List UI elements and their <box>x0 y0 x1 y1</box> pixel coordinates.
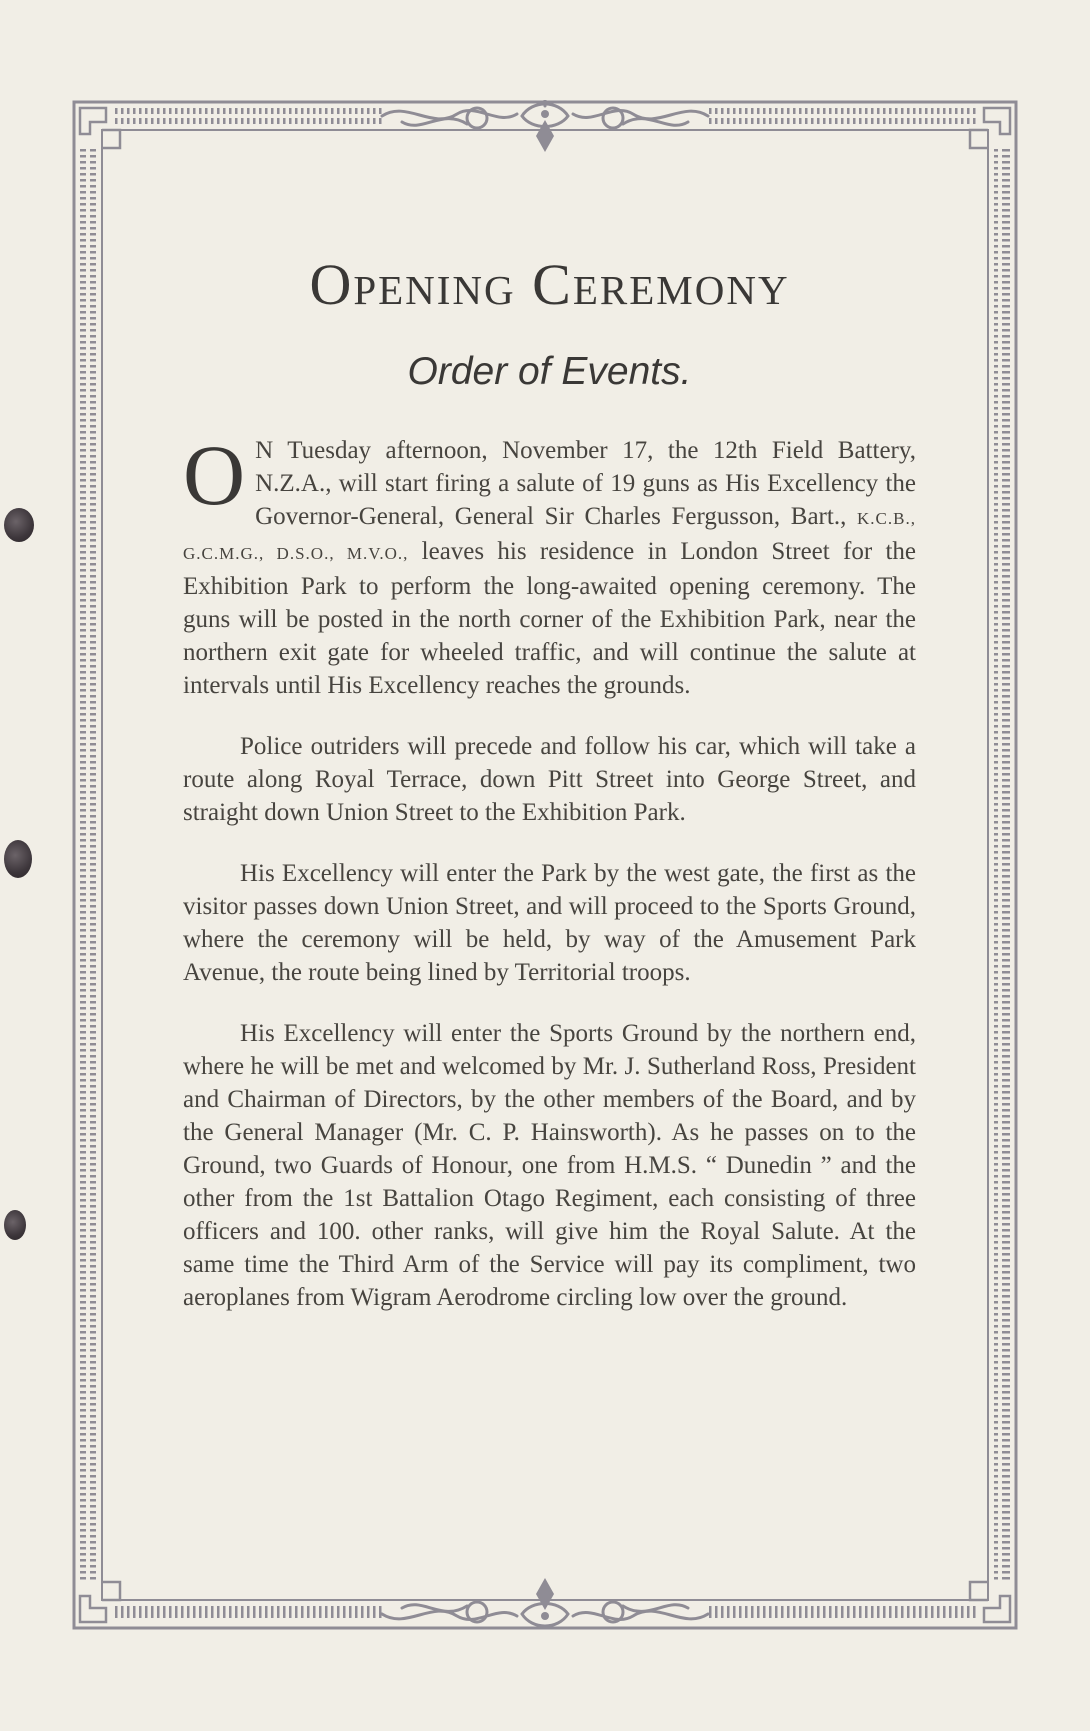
honours-text: K.C.B., G.C.M.G., D.S.O., M.V.O., <box>183 509 916 563</box>
punch-hole <box>4 1210 26 1240</box>
punch-hole <box>4 508 34 542</box>
page-title: Opening Ceremony <box>309 252 790 317</box>
paragraph-3: His Excellency will enter the Park by the west gate, the first as the visitor passes down Union Street, and will proceed to the Sports Ground, where the ceremony will be held, by way of the Amusement Park Avenue, the route being lined by Territorial troops. <box>183 860 916 986</box>
paragraph-1-text-a: N Tuesday afternoon, November 17, the 12th Field Battery, N.Z.A., will start firing a salute of 19 guns as His Excellency the Governor-General, General Sir Charles Fergusson, Bart., <box>255 437 916 530</box>
page-content <box>183 250 916 1314</box>
paragraph-1 <box>183 427 917 702</box>
paragraph-2: Police outriders will precede and follow his car, which will take a route along Royal Terrace, down Pitt Street into George Street, and straight down Union Street to the Exhibition Park. <box>183 733 916 826</box>
paragraph-4: His Excellency will enter the Sports Ground by the northern end, where he will be met and welcomed by Mr. J. Sutherland Ross, President and Chairman of Directors, by the other members of the Board, and by the General Manager (Mr. C. P. Hainsworth). As he passes on to the Ground, two Guards of Honour, one from H.M.S. “ Dunedin ” and the other from the 1st Battalion Otago Regiment, each consisting of three officers and 100. other ranks, will give him the Royal Salute. At the same time the Third Arm of the Service will pay its compliment, two aeroplanes from Wigram Aerodrome circling low over the ground. <box>183 1020 916 1311</box>
paragraph-1-text-b: leaves his residence in London Street for the Exhibition Park to perform the long-awaited opening ceremony. The guns will be posted in the north corner of the Exhibition Park, near the northern exit gate for wheeled traffic, and will continue the salute at intervals until His Excellency reaches the grounds. <box>183 538 917 699</box>
drop-cap: O <box>183 427 246 523</box>
page-subtitle: Order of Events. <box>407 350 692 393</box>
punch-hole <box>4 840 32 878</box>
